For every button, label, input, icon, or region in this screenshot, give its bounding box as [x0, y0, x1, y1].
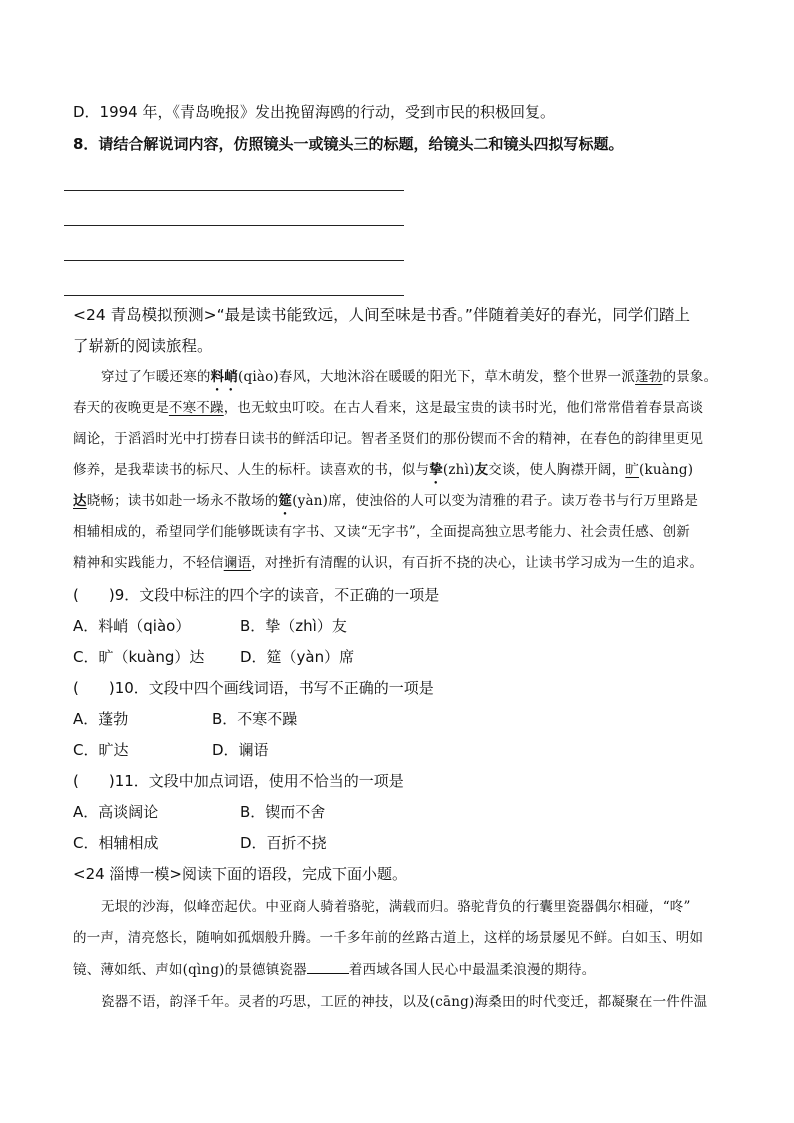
q11-option-a[interactable]: A．高谈阔论 — [73, 803, 159, 821]
passage-line-1: 穿过了乍暖还寒的料峭(qiào)春风，大地沐浴在暖暖的阳光下，草木萌发，整个世界一派蓬勃的景象。 — [101, 369, 718, 385]
passage-line-4: 修养，是我辈读书的标尺、人生的标杆。读喜欢的书，似与挚(zhì)友交谈，使人胸襟开阔，旷(kuàng) — [73, 462, 694, 478]
passage-line-3: 阔论，于滔滔时光中打捞春日读书的鲜活印记。智者圣贤们的那份锲而不舍的精神，在春色的韵律里更见 — [73, 431, 704, 447]
dotted-word: 料峭 — [210, 369, 239, 385]
underlined-word: 谰语 — [223, 555, 252, 571]
passage-line-5: 达晓畅；读书如赴一场永不散场的筵(yàn)席，使浊俗的人可以变为清雅的君子。读万卷书与行万里路是 — [73, 493, 699, 509]
answer-line-1[interactable] — [64, 190, 404, 191]
section1-intro-line2: 了崭新的阅读旅程。 — [73, 337, 213, 355]
q11-option-c[interactable]: C．相辅相成 — [73, 834, 159, 852]
section2-line-4: 瓷器不语，韵泽千年。灵者的巧思，工匠的神技，以及(cāng)海桑田的时代变迁，都凝聚在一件件温 — [101, 994, 708, 1010]
section2-line-2: 的一声，清亮悠长，随响如孤烟般升腾。一千多年前的丝路古道上，这样的场景屡见不鲜。白如玉、明如 — [73, 930, 704, 946]
answer-line-3[interactable] — [64, 260, 404, 261]
section2-line-3: 镜、薄如纸、声如(qìng)的景德镇瓷器 着西域各国人民心中最温柔浪漫的期待。 — [73, 959, 595, 980]
q9-option-a[interactable]: A．料峭（qiào） — [73, 617, 191, 635]
question-9: ( )9．文段中标注的四个字的读音，不正确的一项是 — [73, 586, 440, 604]
q10-option-c[interactable]: C．旷达 — [73, 741, 129, 759]
section2-intro: <24 淄博一模>阅读下面的语段，完成下面小题。 — [73, 865, 407, 883]
question-10: ( )10．文段中四个画线词语，书写不正确的一项是 — [73, 679, 434, 697]
answer-paren[interactable]: ( ) — [73, 679, 115, 697]
underlined-word: 蓬勃 — [635, 369, 663, 385]
fill-in-blank[interactable] — [307, 959, 349, 974]
q9-option-b[interactable]: B．挚（zhì）友 — [240, 617, 347, 635]
q11-option-d[interactable]: D．百折不挠 — [240, 834, 327, 852]
q10-option-d[interactable]: D．谰语 — [212, 741, 269, 759]
q9-option-d[interactable]: D．筵（yàn）席 — [240, 648, 355, 666]
question-11: ( )11．文段中加点词语，使用不恰当的一项是 — [73, 772, 404, 790]
answer-line-2[interactable] — [64, 225, 404, 226]
passage-line-6: 相辅相成的，希望同学们能够既读有字书、又读“无字书”，全面提高独立思考能力、社会责任感、创新 — [73, 524, 691, 540]
q10-option-b[interactable]: B．不寒不躁 — [212, 710, 298, 728]
section1-intro-line1: <24 青岛模拟预测>“最是读书能致远，人间至味是书香。”伴随着美好的春光，同学们踏上 — [73, 306, 690, 324]
underlined-word: 达 — [73, 493, 87, 509]
underlined-word: 不寒不躁 — [168, 400, 224, 416]
answer-paren[interactable]: ( ) — [73, 772, 115, 790]
question-8-text: 8．请结合解说词内容，仿照镜头一或镜头三的标题，给镜头二和镜头四拟写标题。 — [73, 135, 624, 153]
passage-line-7: 精神和实践能力，不轻信谰语，对挫折有清醒的认识，有百折不挠的决心，让读书学习成为一生的追求。 — [73, 555, 704, 571]
annotated-char: 筵 — [278, 493, 293, 509]
section2-line-1: 无垠的沙海，似峰峦起伏。中亚商人骑着骆驼，满载而归。骆驼背负的行囊里瓷器偶尔相碰，“咚” — [101, 899, 691, 915]
q11-option-b[interactable]: B．锲而不舍 — [240, 803, 326, 821]
answer-paren[interactable]: ( ) — [73, 586, 115, 604]
passage-line-2: 春天的夜晚更是不寒不躁，也无蚊虫叮咬。在古人看来，这是最宝贵的读书时光，他们常常借着春景高谈 — [73, 400, 704, 416]
underlined-word: 旷 — [625, 462, 639, 478]
option-d-text: D．1994 年，《青岛晚报》发出挽留海鸥的行动，受到市民的积极回复。 — [73, 103, 555, 121]
q9-option-c[interactable]: C．旷（kuàng）达 — [73, 648, 205, 666]
annotated-char: 挚 — [429, 462, 443, 478]
q10-option-a[interactable]: A．蓬勃 — [73, 710, 129, 728]
answer-line-4[interactable] — [64, 295, 404, 296]
